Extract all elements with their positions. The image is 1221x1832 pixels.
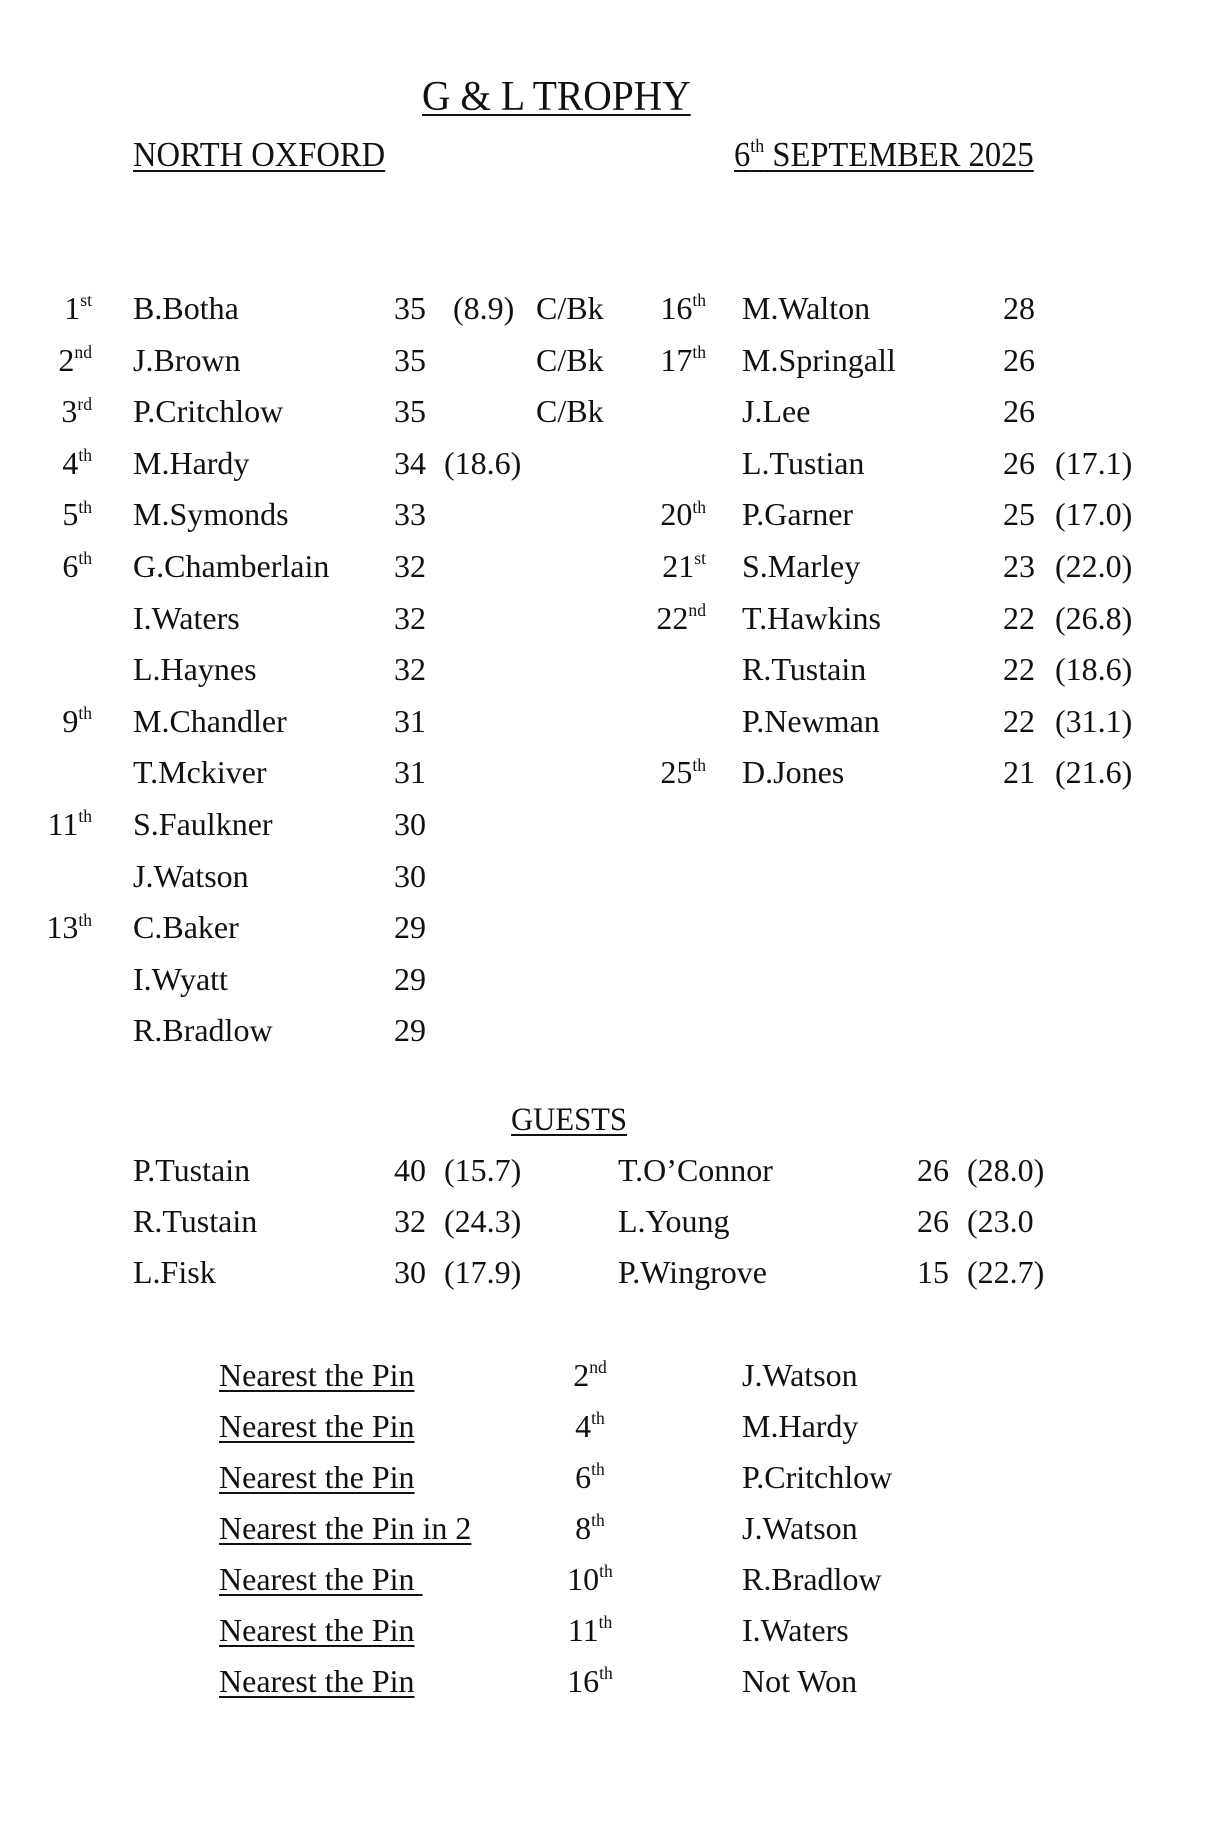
player-score: 30: [394, 806, 426, 842]
rank-number: 25: [660, 754, 693, 791]
player-name: I.Wyatt: [133, 960, 228, 997]
result-row: [0, 649, 1221, 689]
player-score: 23: [1003, 548, 1035, 584]
prize-winner: Not Won: [742, 1663, 858, 1699]
prize-winner: I.Waters: [742, 1612, 849, 1648]
player-score: 33: [394, 496, 426, 533]
prize-winner: R.Bradlow: [742, 1561, 882, 1597]
hole-number-value: 16: [567, 1663, 600, 1699]
result-row: [0, 340, 1221, 380]
prize-label: Nearest the Pin in 2: [219, 1510, 472, 1546]
rank-suffix: th: [692, 754, 706, 775]
player-name: D.Jones: [742, 754, 845, 791]
rank-suffix: th: [78, 703, 92, 724]
rank: [640, 340, 706, 380]
player-name: P.Critchlow: [133, 393, 284, 430]
prize-label: Nearest the Pin: [219, 1408, 415, 1444]
player-name: J.Lee: [742, 393, 811, 430]
prize-label: Nearest the Pin: [219, 1612, 415, 1648]
guest-score: 32: [394, 1203, 426, 1239]
player-handicap: (18.6): [444, 444, 522, 481]
player-score: 22: [1003, 651, 1035, 688]
player-name: B.Botha: [133, 290, 239, 326]
player-handicap: (18.6): [1055, 651, 1133, 688]
rank-suffix: th: [78, 806, 92, 827]
rank-number: 17: [660, 341, 693, 378]
rank-suffix: rd: [77, 393, 92, 414]
rank: [40, 804, 92, 844]
hole-number: [560, 1610, 620, 1650]
player-score: 32: [394, 548, 426, 584]
hole-number: [560, 1661, 620, 1701]
player-name: T.Hawkins: [742, 599, 881, 636]
rank: [640, 752, 706, 792]
player-name: C.Baker: [133, 909, 239, 946]
player-score: 21: [1003, 754, 1035, 791]
player-score: 26: [1003, 393, 1035, 430]
player-score: 35: [394, 290, 426, 326]
player-score: 26: [1003, 341, 1035, 378]
rank-suffix: th: [78, 909, 92, 930]
countback-note: C/Bk: [536, 393, 604, 430]
hole-number-value: 6: [575, 1459, 592, 1495]
player-score: 34: [394, 444, 426, 481]
result-row: [0, 598, 1221, 638]
hole-number-suffix: th: [591, 1408, 605, 1429]
player-name: M.Symonds: [133, 496, 289, 533]
prize-winner: J.Watson: [742, 1510, 858, 1546]
player-name: G.Chamberlain: [133, 548, 330, 584]
result-row: [0, 907, 1221, 947]
player-score: 35: [394, 393, 426, 430]
player-handicap: (22.0): [1055, 548, 1133, 584]
rank-suffix: nd: [74, 341, 92, 362]
rank-number: 13: [46, 909, 79, 946]
date-day: 6: [734, 135, 751, 174]
countback-note: C/Bk: [536, 290, 604, 326]
rank-number: 3: [61, 393, 78, 430]
guest-name: L.Young: [618, 1203, 730, 1239]
player-name: M.Walton: [742, 290, 871, 326]
guest-handicap: (15.7): [444, 1152, 522, 1188]
rank-number: 9: [62, 702, 79, 739]
guest-name: P.Wingrove: [618, 1254, 767, 1290]
player-score: 22: [1003, 599, 1035, 636]
hole-number-value: 4: [575, 1408, 592, 1444]
guest-score: 40: [394, 1152, 426, 1188]
guest-score: 26: [917, 1152, 949, 1188]
player-name: P.Newman: [742, 702, 880, 739]
guest-score: 26: [917, 1203, 949, 1239]
player-score: 32: [394, 651, 426, 688]
countback-note: C/Bk: [536, 341, 604, 378]
player-score: 29: [394, 960, 426, 997]
date-day-suffix: th: [750, 136, 765, 158]
prize-label: Nearest the Pin: [219, 1459, 415, 1495]
player-score: 31: [394, 702, 426, 739]
player-score: 30: [394, 857, 426, 894]
rank-suffix: th: [78, 445, 92, 466]
hole-number-suffix: th: [591, 1510, 605, 1531]
player-handicap: (17.0): [1055, 496, 1133, 533]
hole-number: [560, 1457, 620, 1497]
rank-suffix: th: [78, 548, 92, 569]
nearest-the-pin-row: [0, 1610, 1221, 1650]
rank-suffix: nd: [688, 599, 706, 620]
guest-handicap: (22.7): [967, 1254, 1045, 1290]
player-handicap: (21.6): [1055, 754, 1133, 791]
rank: [640, 288, 706, 328]
result-row: [0, 959, 1221, 999]
guest-handicap: (28.0): [967, 1152, 1045, 1188]
hole-number-suffix: th: [591, 1459, 605, 1480]
rank-number: 22: [656, 599, 689, 636]
hole-number-suffix: th: [599, 1561, 613, 1582]
rank-suffix: th: [78, 496, 92, 517]
guest-score: 30: [394, 1254, 426, 1290]
player-name: T.Mckiver: [133, 754, 267, 791]
rank: [640, 598, 706, 638]
rank: [640, 546, 706, 586]
rank-number: 6: [62, 548, 79, 584]
hole-number: [560, 1559, 620, 1599]
rank-suffix: th: [692, 341, 706, 362]
date-rest: SEPTEMBER 2025: [764, 135, 1034, 174]
page-title: G & L TROPHY: [422, 74, 691, 120]
prize-winner: P.Critchlow: [742, 1459, 893, 1495]
nearest-the-pin-row: [0, 1508, 1221, 1548]
player-score: 26: [1003, 444, 1035, 481]
venue-heading: NORTH OXFORD: [133, 135, 386, 174]
result-row: [0, 443, 1221, 483]
nearest-the-pin-row: [0, 1355, 1221, 1395]
rank-number: 21: [662, 548, 695, 584]
rank-number: 1: [64, 290, 81, 326]
player-score: 25: [1003, 496, 1035, 533]
player-score: 31: [394, 754, 426, 791]
result-row: [0, 701, 1221, 741]
guest-handicap: (24.3): [444, 1203, 522, 1239]
guest-row: [0, 1150, 1221, 1190]
player-name: J.Watson: [133, 857, 249, 894]
player-name: M.Springall: [742, 341, 896, 378]
result-row: [0, 1010, 1221, 1050]
hole-number: [560, 1355, 620, 1395]
guest-name: P.Tustain: [133, 1152, 251, 1188]
rank-number: 20: [660, 496, 693, 533]
rank: [640, 494, 706, 534]
result-row: [0, 546, 1221, 586]
rank-number: 4: [62, 444, 79, 481]
rank-number: 11: [47, 806, 79, 842]
player-name: M.Hardy: [133, 444, 250, 481]
rank-suffix: st: [80, 290, 92, 311]
player-name: S.Faulkner: [133, 806, 273, 842]
hole-number-value: 2: [573, 1357, 590, 1393]
player-name: L.Haynes: [133, 651, 257, 688]
guest-name: R.Tustain: [133, 1203, 258, 1239]
result-row: [0, 391, 1221, 431]
player-name: P.Garner: [742, 496, 854, 533]
date-heading: [734, 133, 1034, 177]
rank-number: 2: [58, 341, 75, 378]
prize-label: Nearest the Pin: [219, 1357, 415, 1393]
player-score: 22: [1003, 702, 1035, 739]
hole-number: [560, 1406, 620, 1446]
player-handicap: (26.8): [1055, 599, 1133, 636]
hole-number: [560, 1508, 620, 1548]
nearest-the-pin-row: [0, 1406, 1221, 1446]
guest-row: [0, 1201, 1221, 1241]
rank: [40, 907, 92, 947]
hole-number-value: 10: [567, 1561, 600, 1597]
hole-number-suffix: th: [599, 1663, 613, 1684]
player-name: L.Tustian: [742, 444, 865, 481]
guest-handicap: (23.0: [967, 1203, 1034, 1239]
prize-winner: J.Watson: [742, 1357, 858, 1393]
player-name: S.Marley: [742, 548, 861, 584]
result-row: [0, 288, 1221, 328]
rank-number: 5: [62, 496, 79, 533]
player-handicap: (8.9): [453, 290, 515, 326]
player-score: 29: [394, 909, 426, 946]
rank-suffix: st: [694, 548, 706, 569]
prize-winner: M.Hardy: [742, 1408, 859, 1444]
rank-suffix: th: [692, 290, 706, 311]
player-score: 32: [394, 599, 426, 636]
prize-label: Nearest the Pin: [219, 1561, 423, 1597]
player-name: J.Brown: [133, 341, 241, 378]
prize-label: Nearest the Pin: [219, 1663, 415, 1699]
guests-heading: GUESTS: [511, 1102, 627, 1138]
result-row: [0, 752, 1221, 792]
nearest-the-pin-row: [0, 1457, 1221, 1497]
result-row: [0, 804, 1221, 844]
player-name: R.Bradlow: [133, 1012, 273, 1049]
result-row: [0, 494, 1221, 534]
hole-number-suffix: nd: [589, 1357, 607, 1378]
hole-number-value: 8: [575, 1510, 592, 1546]
player-name: M.Chandler: [133, 702, 287, 739]
guest-name: L.Fisk: [133, 1254, 216, 1290]
hole-number-value: 11: [567, 1612, 599, 1648]
player-score: 28: [1003, 290, 1035, 326]
player-score: 35: [394, 341, 426, 378]
guest-handicap: (17.9): [444, 1254, 522, 1290]
rank-number: 16: [660, 290, 693, 326]
result-row: [0, 856, 1221, 896]
player-handicap: (17.1): [1055, 444, 1133, 481]
nearest-the-pin-row: [0, 1559, 1221, 1599]
guest-row: [0, 1252, 1221, 1292]
player-name: R.Tustain: [742, 651, 867, 688]
player-score: 29: [394, 1012, 426, 1049]
guest-name: T.O’Connor: [618, 1152, 773, 1188]
nearest-the-pin-row: [0, 1661, 1221, 1701]
player-handicap: (31.1): [1055, 702, 1133, 739]
guest-score: 15: [917, 1254, 949, 1290]
rank-suffix: th: [692, 496, 706, 517]
hole-number-suffix: th: [598, 1612, 613, 1633]
player-name: I.Waters: [133, 599, 240, 636]
